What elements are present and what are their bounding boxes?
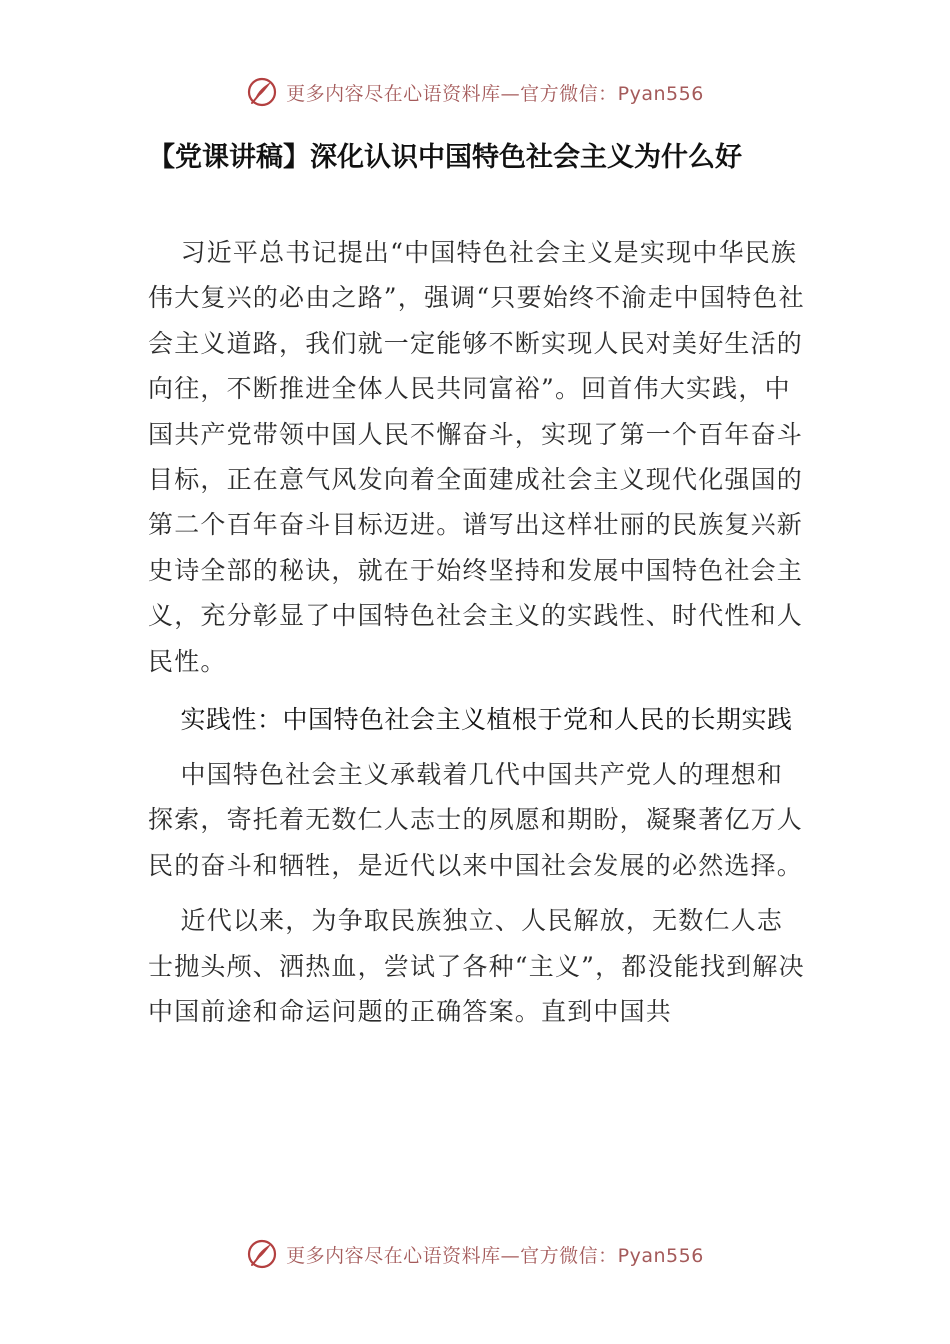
- quill-seal-icon: [246, 76, 278, 108]
- section-heading: 实践性：中国特色社会主义植根于党和人民的长期实践: [180, 705, 793, 735]
- body-paragraph: 近代以来，为争取民族独立、人民解放，无数仁人志士抛头颅、洒热血，尝试了各种“主义”，都没能找到解决中国前途和命运问题的正确答案。直到中国共: [148, 906, 805, 1027]
- body-paragraph: 中国特色社会主义承载着几代中国共产党人的理想和探索，寄托着无数仁人志士的夙愿和期盼，凝聚著亿万人民的奋斗和牺牲，是近代以来中国社会发展的必然选择。: [148, 760, 804, 880]
- header-watermark: [0, 72, 950, 112]
- wechat-id: Pyan556: [617, 82, 704, 105]
- page-title: 【党课讲稿】深化认识中国特色社会主义为什么好: [148, 142, 742, 173]
- footer-watermark: [0, 1234, 950, 1274]
- watermark-text: 更多内容尽在心语资料库—官方微信：Pyan556: [286, 82, 704, 105]
- quill-seal-icon: [246, 1238, 278, 1270]
- wechat-id: Pyan556: [617, 1244, 704, 1267]
- body-paragraph: 习近平总书记提出“中国特色社会主义是实现中华民族伟大复兴的必由之路”，强调“只要始终不渝走中国特色社会主义道路，我们就一定能够不断实现人民对美好生活的向往，不断推进全体人民共同富裕”。回首伟大实践，中国共产党带领中国人民不懈奋斗，实现了第一个百年奋斗目标，正在意气风发向着全面建成社会主义现代化强国的第二个百年奋斗目标迈进。谱写出这样壮丽的民族复兴新史诗全部的秘诀，就在于始终坚持和发展中国特色社会主义，充分彰显了中国特色社会主义的实践性、时代性和人民性。: [148, 238, 805, 676]
- document-body: [148, 230, 808, 1045]
- watermark-text: 更多内容尽在心语资料库—官方微信：Pyan556: [286, 1244, 704, 1267]
